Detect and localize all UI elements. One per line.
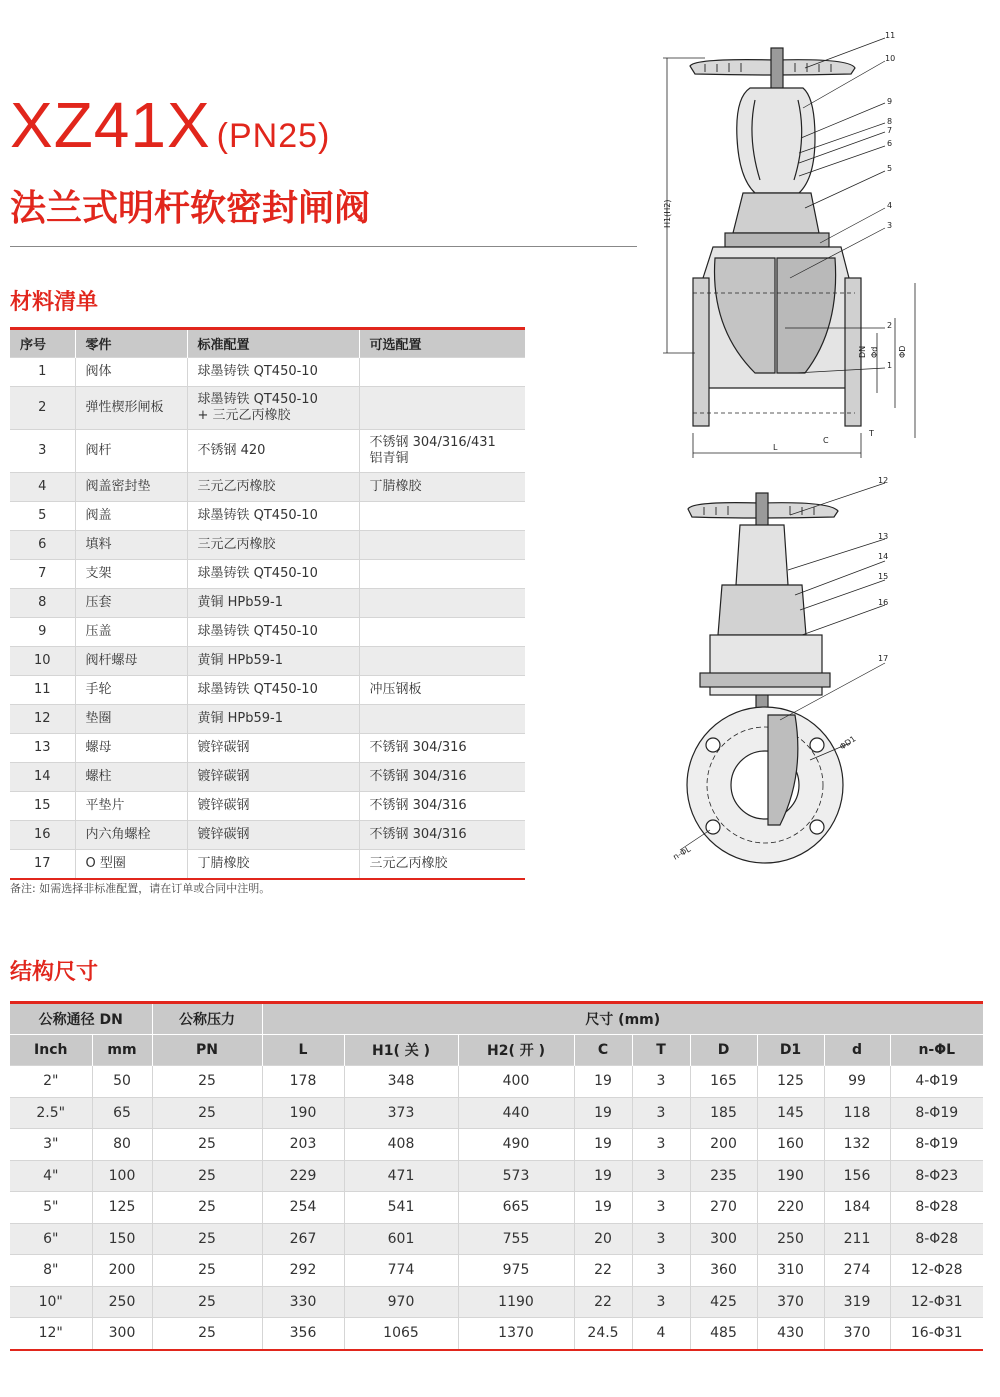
row-number: 15 <box>10 792 75 821</box>
dim-cell: 490 <box>458 1129 574 1161</box>
row-number: 7 <box>10 560 75 589</box>
dim-cell: 99 <box>824 1066 890 1098</box>
table-row <box>10 1223 983 1255</box>
bonnet <box>733 193 819 233</box>
optional-material: 不锈钢 304/316 <box>359 734 525 763</box>
dim-label-l: L <box>773 443 778 452</box>
dim-cell: 356 <box>262 1318 344 1350</box>
dim-cell: 156 <box>824 1160 890 1192</box>
dim-col-header: mm <box>92 1035 152 1066</box>
materials-note: 备注: 如需选择非标准配置，请在订单或合同中注明。 <box>10 882 271 895</box>
callout-10: 10 <box>885 54 896 63</box>
col-header-standard: 标准配置 <box>187 329 359 358</box>
callout-16: 16 <box>878 598 889 607</box>
dim-cell: 8" <box>10 1255 92 1287</box>
part-name: 螺柱 <box>75 763 187 792</box>
dim-cell: 211 <box>824 1223 890 1255</box>
dim-cell: 485 <box>690 1318 757 1350</box>
part-name: 阀盖密封垫 <box>75 473 187 502</box>
dim-cell: 145 <box>757 1097 824 1129</box>
standard-material: 黄铜 HPb59-1 <box>187 705 359 734</box>
dim-cell: 4-Φ19 <box>890 1066 983 1098</box>
dim-col-header: L <box>262 1035 344 1066</box>
dim-cell: 25 <box>152 1286 262 1318</box>
part-name: 填料 <box>75 531 187 560</box>
dim-cell: 3 <box>632 1223 690 1255</box>
standard-material: 丁腈橡胶 <box>187 850 359 880</box>
dim-label-d: Φd <box>870 346 879 358</box>
part-name: 垫圈 <box>75 705 187 734</box>
dim-cell: 160 <box>757 1129 824 1161</box>
standard-material: 黄铜 HPb59-1 <box>187 647 359 676</box>
dim-cell: 20 <box>574 1223 632 1255</box>
dim-cell: 250 <box>92 1286 152 1318</box>
dim-cell: 573 <box>458 1160 574 1192</box>
dim-cell: 22 <box>574 1286 632 1318</box>
dim-cell: 665 <box>458 1192 574 1224</box>
table-row <box>10 734 525 763</box>
part-name: 螺母 <box>75 734 187 763</box>
dim-cell: 10" <box>10 1286 92 1318</box>
dim-cell: 370 <box>757 1286 824 1318</box>
row-number: 5 <box>10 502 75 531</box>
dim-col-header: PN <box>152 1035 262 1066</box>
standard-material: 球墨铸铁 QT450-10 <box>187 358 359 387</box>
table-row <box>10 792 525 821</box>
optional-material <box>359 560 525 589</box>
optional-material <box>359 387 525 430</box>
dim-cell: 25 <box>152 1066 262 1098</box>
dim-cell: 348 <box>344 1066 458 1098</box>
bolt-hole-left <box>706 738 720 752</box>
dim-cell: 270 <box>690 1192 757 1224</box>
dim-cell: 24.5 <box>574 1318 632 1350</box>
row-number: 10 <box>10 647 75 676</box>
part-name: 阀盖 <box>75 502 187 531</box>
dim-cell: 3 <box>632 1129 690 1161</box>
dim-cell: 235 <box>690 1160 757 1192</box>
dim-cell: 229 <box>262 1160 344 1192</box>
dim-cell: 471 <box>344 1160 458 1192</box>
part-name: 阀杆 <box>75 430 187 473</box>
dim-label-dn: DN <box>858 345 867 358</box>
standard-material: 镀锌碳钢 <box>187 792 359 821</box>
dim-cell: 300 <box>92 1318 152 1350</box>
dim-cell: 3 <box>632 1286 690 1318</box>
row-number: 2 <box>10 387 75 430</box>
row-number: 17 <box>10 850 75 880</box>
dim-cell: 250 <box>757 1223 824 1255</box>
dim-cell: 1190 <box>458 1286 574 1318</box>
callout-9: 9 <box>887 97 893 106</box>
standard-material: 三元乙丙橡胶 <box>187 531 359 560</box>
table-row <box>10 647 525 676</box>
table-row <box>10 1255 983 1287</box>
dim-cell: 541 <box>344 1192 458 1224</box>
dim-cell: 3 <box>632 1160 690 1192</box>
dim-cell: 12-Φ28 <box>890 1255 983 1287</box>
group-header-pn: 公称压力 <box>152 1003 262 1035</box>
table-row <box>10 430 525 473</box>
dim-cell: 2" <box>10 1066 92 1098</box>
part-name: 平垫片 <box>75 792 187 821</box>
optional-material: 不锈钢 304/316/431 铝青铜 <box>359 430 525 473</box>
row-number: 1 <box>10 358 75 387</box>
standard-material: 球墨铸铁 QT450-10 <box>187 502 359 531</box>
dim-col-header: d <box>824 1035 890 1066</box>
dim-cell: 360 <box>690 1255 757 1287</box>
table-row <box>10 705 525 734</box>
dim-col-header: n-ΦL <box>890 1035 983 1066</box>
dim-cell: 319 <box>824 1286 890 1318</box>
table-row <box>10 1066 983 1098</box>
dim-cell: 267 <box>262 1223 344 1255</box>
part-name: 弹性楔形闸板 <box>75 387 187 430</box>
dim-cell: 184 <box>824 1192 890 1224</box>
row-number: 13 <box>10 734 75 763</box>
dim-cell: 970 <box>344 1286 458 1318</box>
table-row <box>10 850 525 880</box>
table-row <box>10 1286 983 1318</box>
dim-label-h: H1(H2) <box>663 199 672 228</box>
standard-material: 球墨铸铁 QT450-10 <box>187 560 359 589</box>
dim-cell: 25 <box>152 1192 262 1224</box>
part-name: 内六角螺栓 <box>75 821 187 850</box>
yoke <box>737 88 815 193</box>
dim-cell: 4" <box>10 1160 92 1192</box>
dim-cell: 4 <box>632 1318 690 1350</box>
optional-material <box>359 589 525 618</box>
dim-cell: 100 <box>92 1160 152 1192</box>
dimensions-table-body <box>10 1066 983 1350</box>
optional-material <box>359 647 525 676</box>
dim-cell: 19 <box>574 1192 632 1224</box>
table-row <box>10 1097 983 1129</box>
table-row <box>10 1160 983 1192</box>
pressure-rating: (PN25) <box>216 117 331 155</box>
materials-table-body <box>10 358 525 880</box>
dim-cell: 292 <box>262 1255 344 1287</box>
dim-cell: 8-Φ28 <box>890 1192 983 1224</box>
dim-col-header: D1 <box>757 1035 824 1066</box>
standard-material: 不锈钢 420 <box>187 430 359 473</box>
col-header-no: 序号 <box>10 329 75 358</box>
dim-cell: 220 <box>757 1192 824 1224</box>
dim-cell: 6" <box>10 1223 92 1255</box>
materials-section-title: 材料清单 <box>10 290 99 315</box>
callout-6: 6 <box>887 139 893 148</box>
optional-material: 不锈钢 304/316 <box>359 821 525 850</box>
optional-material <box>359 358 525 387</box>
dim-cell: 125 <box>92 1192 152 1224</box>
group-header-dn: 公称通径 DN <box>10 1003 152 1035</box>
part-name: 支架 <box>75 560 187 589</box>
dim-label-od: ΦD <box>898 345 907 358</box>
callout-13: 13 <box>878 532 889 541</box>
callout-3: 3 <box>887 221 893 230</box>
dim-cell: 80 <box>92 1129 152 1161</box>
standard-material: 镀锌碳钢 <box>187 821 359 850</box>
dim-cell: 330 <box>262 1286 344 1318</box>
table-row <box>10 1129 983 1161</box>
part-name: O 型圈 <box>75 850 187 880</box>
dim-cell: 8-Φ23 <box>890 1160 983 1192</box>
callout-5: 5 <box>887 164 893 173</box>
dimensions-column-headers <box>10 1035 983 1066</box>
dim-cell: 400 <box>458 1066 574 1098</box>
dim-cell: 3 <box>632 1255 690 1287</box>
optional-material <box>359 705 525 734</box>
callout-17: 17 <box>878 654 889 663</box>
header-divider <box>10 246 637 247</box>
optional-material: 丁腈橡胶 <box>359 473 525 502</box>
row-number: 11 <box>10 676 75 705</box>
dim-cell: 408 <box>344 1129 458 1161</box>
optional-material: 不锈钢 304/316 <box>359 763 525 792</box>
dim-col-header: Inch <box>10 1035 92 1066</box>
dim-cell: 25 <box>152 1255 262 1287</box>
callout-11: 11 <box>885 31 896 40</box>
dim-cell: 25 <box>152 1223 262 1255</box>
valve-side-drawing <box>670 475 910 875</box>
table-row <box>10 763 525 792</box>
standard-material: 球墨铸铁 QT450-10 <box>187 618 359 647</box>
row-number: 12 <box>10 705 75 734</box>
dim-cell: 12-Φ31 <box>890 1286 983 1318</box>
table-row <box>10 821 525 850</box>
dim-col-header: C <box>574 1035 632 1066</box>
dim-cell: 12" <box>10 1318 92 1350</box>
row-number: 3 <box>10 430 75 473</box>
dim-cell: 185 <box>690 1097 757 1129</box>
dim-cell: 300 <box>690 1223 757 1255</box>
dim-cell: 373 <box>344 1097 458 1129</box>
table-row <box>10 531 525 560</box>
model-code: XZ41X <box>10 89 211 161</box>
callout-15: 15 <box>878 572 889 581</box>
dim-label-c: C <box>823 436 829 445</box>
dim-col-header: H1( 关 ) <box>344 1035 458 1066</box>
bolt-hole-right <box>810 738 824 752</box>
dim-cell: 50 <box>92 1066 152 1098</box>
row-number: 6 <box>10 531 75 560</box>
optional-material <box>359 618 525 647</box>
dim-col-header: T <box>632 1035 690 1066</box>
table-row <box>10 473 525 502</box>
table-row <box>10 358 525 387</box>
valve-section-drawing <box>655 28 1000 463</box>
dim-cell: 774 <box>344 1255 458 1287</box>
dim-cell: 165 <box>690 1066 757 1098</box>
standard-material: 球墨铸铁 QT450-10 + 三元乙丙橡胶 <box>187 387 359 430</box>
callout-8: 8 <box>887 117 893 126</box>
dim-cell: 65 <box>92 1097 152 1129</box>
product-name: 法兰式明杆软密封闸阀 <box>10 188 371 229</box>
callout-7: 7 <box>887 126 893 135</box>
dim-cell: 25 <box>152 1160 262 1192</box>
left-flange <box>693 278 709 426</box>
row-number: 9 <box>10 618 75 647</box>
standard-material: 黄铜 HPb59-1 <box>187 589 359 618</box>
dim-cell: 25 <box>152 1129 262 1161</box>
dim-cell: 200 <box>92 1255 152 1287</box>
callout-12: 12 <box>878 476 889 485</box>
standard-material: 三元乙丙橡胶 <box>187 473 359 502</box>
dim-cell: 125 <box>757 1066 824 1098</box>
dim-cell: 274 <box>824 1255 890 1287</box>
part-name: 阀体 <box>75 358 187 387</box>
callout-1: 1 <box>887 361 893 370</box>
dim-cell: 132 <box>824 1129 890 1161</box>
product-model-title <box>10 88 330 162</box>
callout-2: 2 <box>887 321 893 330</box>
dim-cell: 25 <box>152 1097 262 1129</box>
dim-col-header: H2( 开 ) <box>458 1035 574 1066</box>
dim-cell: 440 <box>458 1097 574 1129</box>
callout-4: 4 <box>887 201 893 210</box>
dim-cell: 150 <box>92 1223 152 1255</box>
dim-cell: 19 <box>574 1066 632 1098</box>
dim-label-d1: ΦD1 <box>837 734 858 752</box>
row-number: 8 <box>10 589 75 618</box>
dim-cell: 1370 <box>458 1318 574 1350</box>
table-row <box>10 618 525 647</box>
dim-cell: 19 <box>574 1129 632 1161</box>
group-header-size: 尺寸 (mm) <box>262 1003 983 1035</box>
dim-cell: 203 <box>262 1129 344 1161</box>
table-row <box>10 676 525 705</box>
col-header-optional: 可选配置 <box>359 329 525 358</box>
dim-cell: 8-Φ19 <box>890 1097 983 1129</box>
dimensions-table <box>10 1001 983 1351</box>
callout-14: 14 <box>878 552 889 561</box>
dim-cell: 370 <box>824 1318 890 1350</box>
dim-cell: 3 <box>632 1097 690 1129</box>
part-name: 压套 <box>75 589 187 618</box>
dim-cell: 16-Φ31 <box>890 1318 983 1350</box>
bolt-hole-br <box>810 820 824 834</box>
dim-cell: 25 <box>152 1318 262 1350</box>
optional-material <box>359 502 525 531</box>
row-number: 14 <box>10 763 75 792</box>
dim-label-nl: n-ΦL <box>671 844 693 862</box>
dim-cell: 601 <box>344 1223 458 1255</box>
dim-cell: 3 <box>632 1192 690 1224</box>
part-name: 压盖 <box>75 618 187 647</box>
dim-cell: 118 <box>824 1097 890 1129</box>
dim-cell: 254 <box>262 1192 344 1224</box>
table-row <box>10 589 525 618</box>
dim-cell: 425 <box>690 1286 757 1318</box>
optional-material: 冲压钢板 <box>359 676 525 705</box>
dim-cell: 19 <box>574 1097 632 1129</box>
dim-cell: 310 <box>757 1255 824 1287</box>
dim-cell: 22 <box>574 1255 632 1287</box>
materials-table <box>10 327 525 880</box>
dim-cell: 3" <box>10 1129 92 1161</box>
optional-material: 三元乙丙橡胶 <box>359 850 525 880</box>
dim-cell: 190 <box>757 1160 824 1192</box>
dim-cell: 8-Φ19 <box>890 1129 983 1161</box>
standard-material: 球墨铸铁 QT450-10 <box>187 676 359 705</box>
dim-cell: 975 <box>458 1255 574 1287</box>
dim-cell: 8-Φ28 <box>890 1223 983 1255</box>
dim-cell: 1065 <box>344 1318 458 1350</box>
dim-cell: 190 <box>262 1097 344 1129</box>
row-number: 16 <box>10 821 75 850</box>
table-row <box>10 387 525 430</box>
dim-cell: 200 <box>690 1129 757 1161</box>
table-row <box>10 502 525 531</box>
dim-cell: 178 <box>262 1066 344 1098</box>
dim-label-t: T <box>869 429 874 438</box>
optional-material <box>359 531 525 560</box>
table-row <box>10 1192 983 1224</box>
table-row <box>10 1318 983 1350</box>
part-name: 手轮 <box>75 676 187 705</box>
dim-cell: 430 <box>757 1318 824 1350</box>
dim-col-header: D <box>690 1035 757 1066</box>
table-row <box>10 560 525 589</box>
row-number: 4 <box>10 473 75 502</box>
col-header-part: 零件 <box>75 329 187 358</box>
standard-material: 镀锌碳钢 <box>187 734 359 763</box>
dim-cell: 2.5" <box>10 1097 92 1129</box>
dim-cell: 755 <box>458 1223 574 1255</box>
standard-material: 镀锌碳钢 <box>187 763 359 792</box>
bolt-hole-bl <box>706 820 720 834</box>
dim-cell: 5" <box>10 1192 92 1224</box>
dim-cell: 3 <box>632 1066 690 1098</box>
part-name: 阀杆螺母 <box>75 647 187 676</box>
dimensions-section-title: 结构尺寸 <box>10 960 99 985</box>
optional-material: 不锈钢 304/316 <box>359 792 525 821</box>
dim-cell: 19 <box>574 1160 632 1192</box>
